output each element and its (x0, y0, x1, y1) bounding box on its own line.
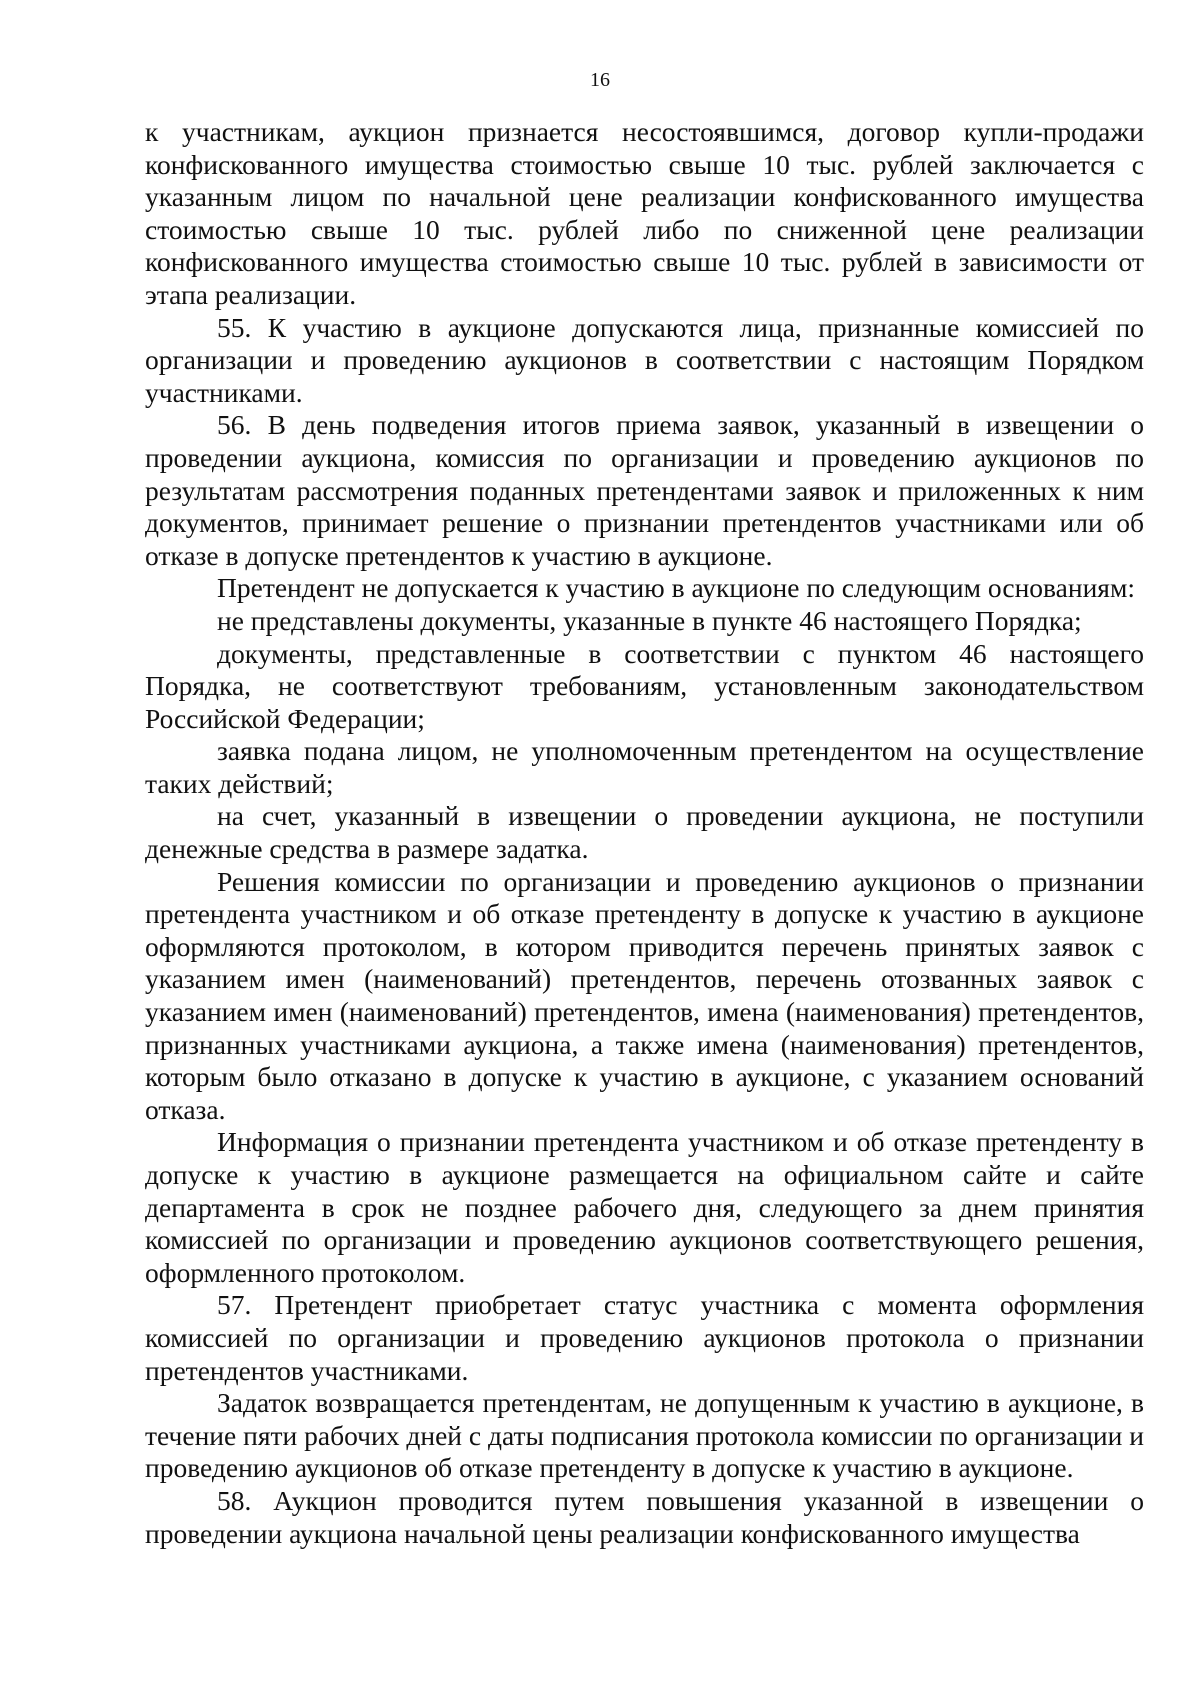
paragraph-grounds-intro: Претендент не допускается к участию в аукционе по следующим основаниям: (217, 572, 1135, 604)
paragraph-58: 58. Аукцион проводится путем повышения указанной в извещении о проведении аукциона начальной цены реализации конфискованного имущества (145, 1484, 1144, 1549)
paragraph-56: 56. В день подведения итогов приема заявок, указанный в извещении о проведении аукциона, комиссия по организации и проведению аукционов по результатам рассмотрения поданных претендентами заявок и приложенных к ним документов, принимает решение о признании претендентов участниками или об отказе в допуске претендентов к участию в аукционе. (145, 409, 1144, 571)
document-body (145, 116, 1144, 1550)
paragraph-deposit-return: Задаток возвращается претендентам, не допущенным к участию в аукционе, в течение пяти рабочих дней с даты подписания протокола комиссии по организации и проведению аукционов об отказе претенденту в допуске к участию в аукционе. (145, 1387, 1144, 1484)
page-number: 16 (590, 69, 610, 91)
paragraph-information: Информация о признании претендента участником и об отказе претенденту в допуске к участию в аукционе размещается на официальном сайте и сайте департамента в срок не позднее рабочего дня, следующего за днем принятия комиссией по организации и проведению аукционов соответствующего решения, оформленного протоколом. (145, 1126, 1144, 1288)
paragraph-ground-4: на счет, указанный в извещении о проведении аукциона, не поступили денежные средства в размере задатка. (145, 800, 1144, 865)
paragraph-decisions: Решения комиссии по организации и проведению аукционов о признании претендента участником и об отказе претенденту в допуске к участию в аукционе оформляются протоколом, в котором приводится перечень принятых заявок с указанием имен (наименований) претендентов, перечень отозванных заявок с указанием имен (наименований) претендентов, имена (наименования) претендентов, признанных участниками аукциона, а также имена (наименования) претендентов, которым было отказано в допуске к участию в аукционе, с указанием оснований отказа. (145, 865, 1144, 1125)
paragraph-57: 57. Претендент приобретает статус участника с момента оформления комиссией по организации и проведению аукционов протокола о признании претендентов участниками. (145, 1289, 1144, 1386)
paragraph-ground-3: заявка подана лицом, не уполномоченным претендентом на осуществление таких действий; (145, 735, 1144, 799)
paragraph-continuation: к участникам, аукцион признается несостоявшимся, договор купли-продажи конфискованного имущества стоимостью свыше 10 тыс. рублей заключается с указанным лицом по начальной цене реализации конфискованного имущества стоимостью свыше 10 тыс. рублей либо по сниженной цене реализации конфискованного имущества стоимостью свыше 10 тыс. рублей в зависимости от этапа реализации. (145, 116, 1144, 310)
paragraph-55: 55. К участию в аукционе допускаются лица, признанные комиссией по организации и проведению аукционов в соответствии с настоящим Порядком участниками. (145, 311, 1144, 408)
paragraph-ground-1: не представлены документы, указанные в пункте 46 настоящего Порядка; (217, 604, 1082, 636)
paragraph-ground-2: документы, представленные в соответствии с пунктом 46 настоящего Порядка, не соответствуют требованиям, установленным законодательством Российской Федерации; (145, 637, 1144, 734)
